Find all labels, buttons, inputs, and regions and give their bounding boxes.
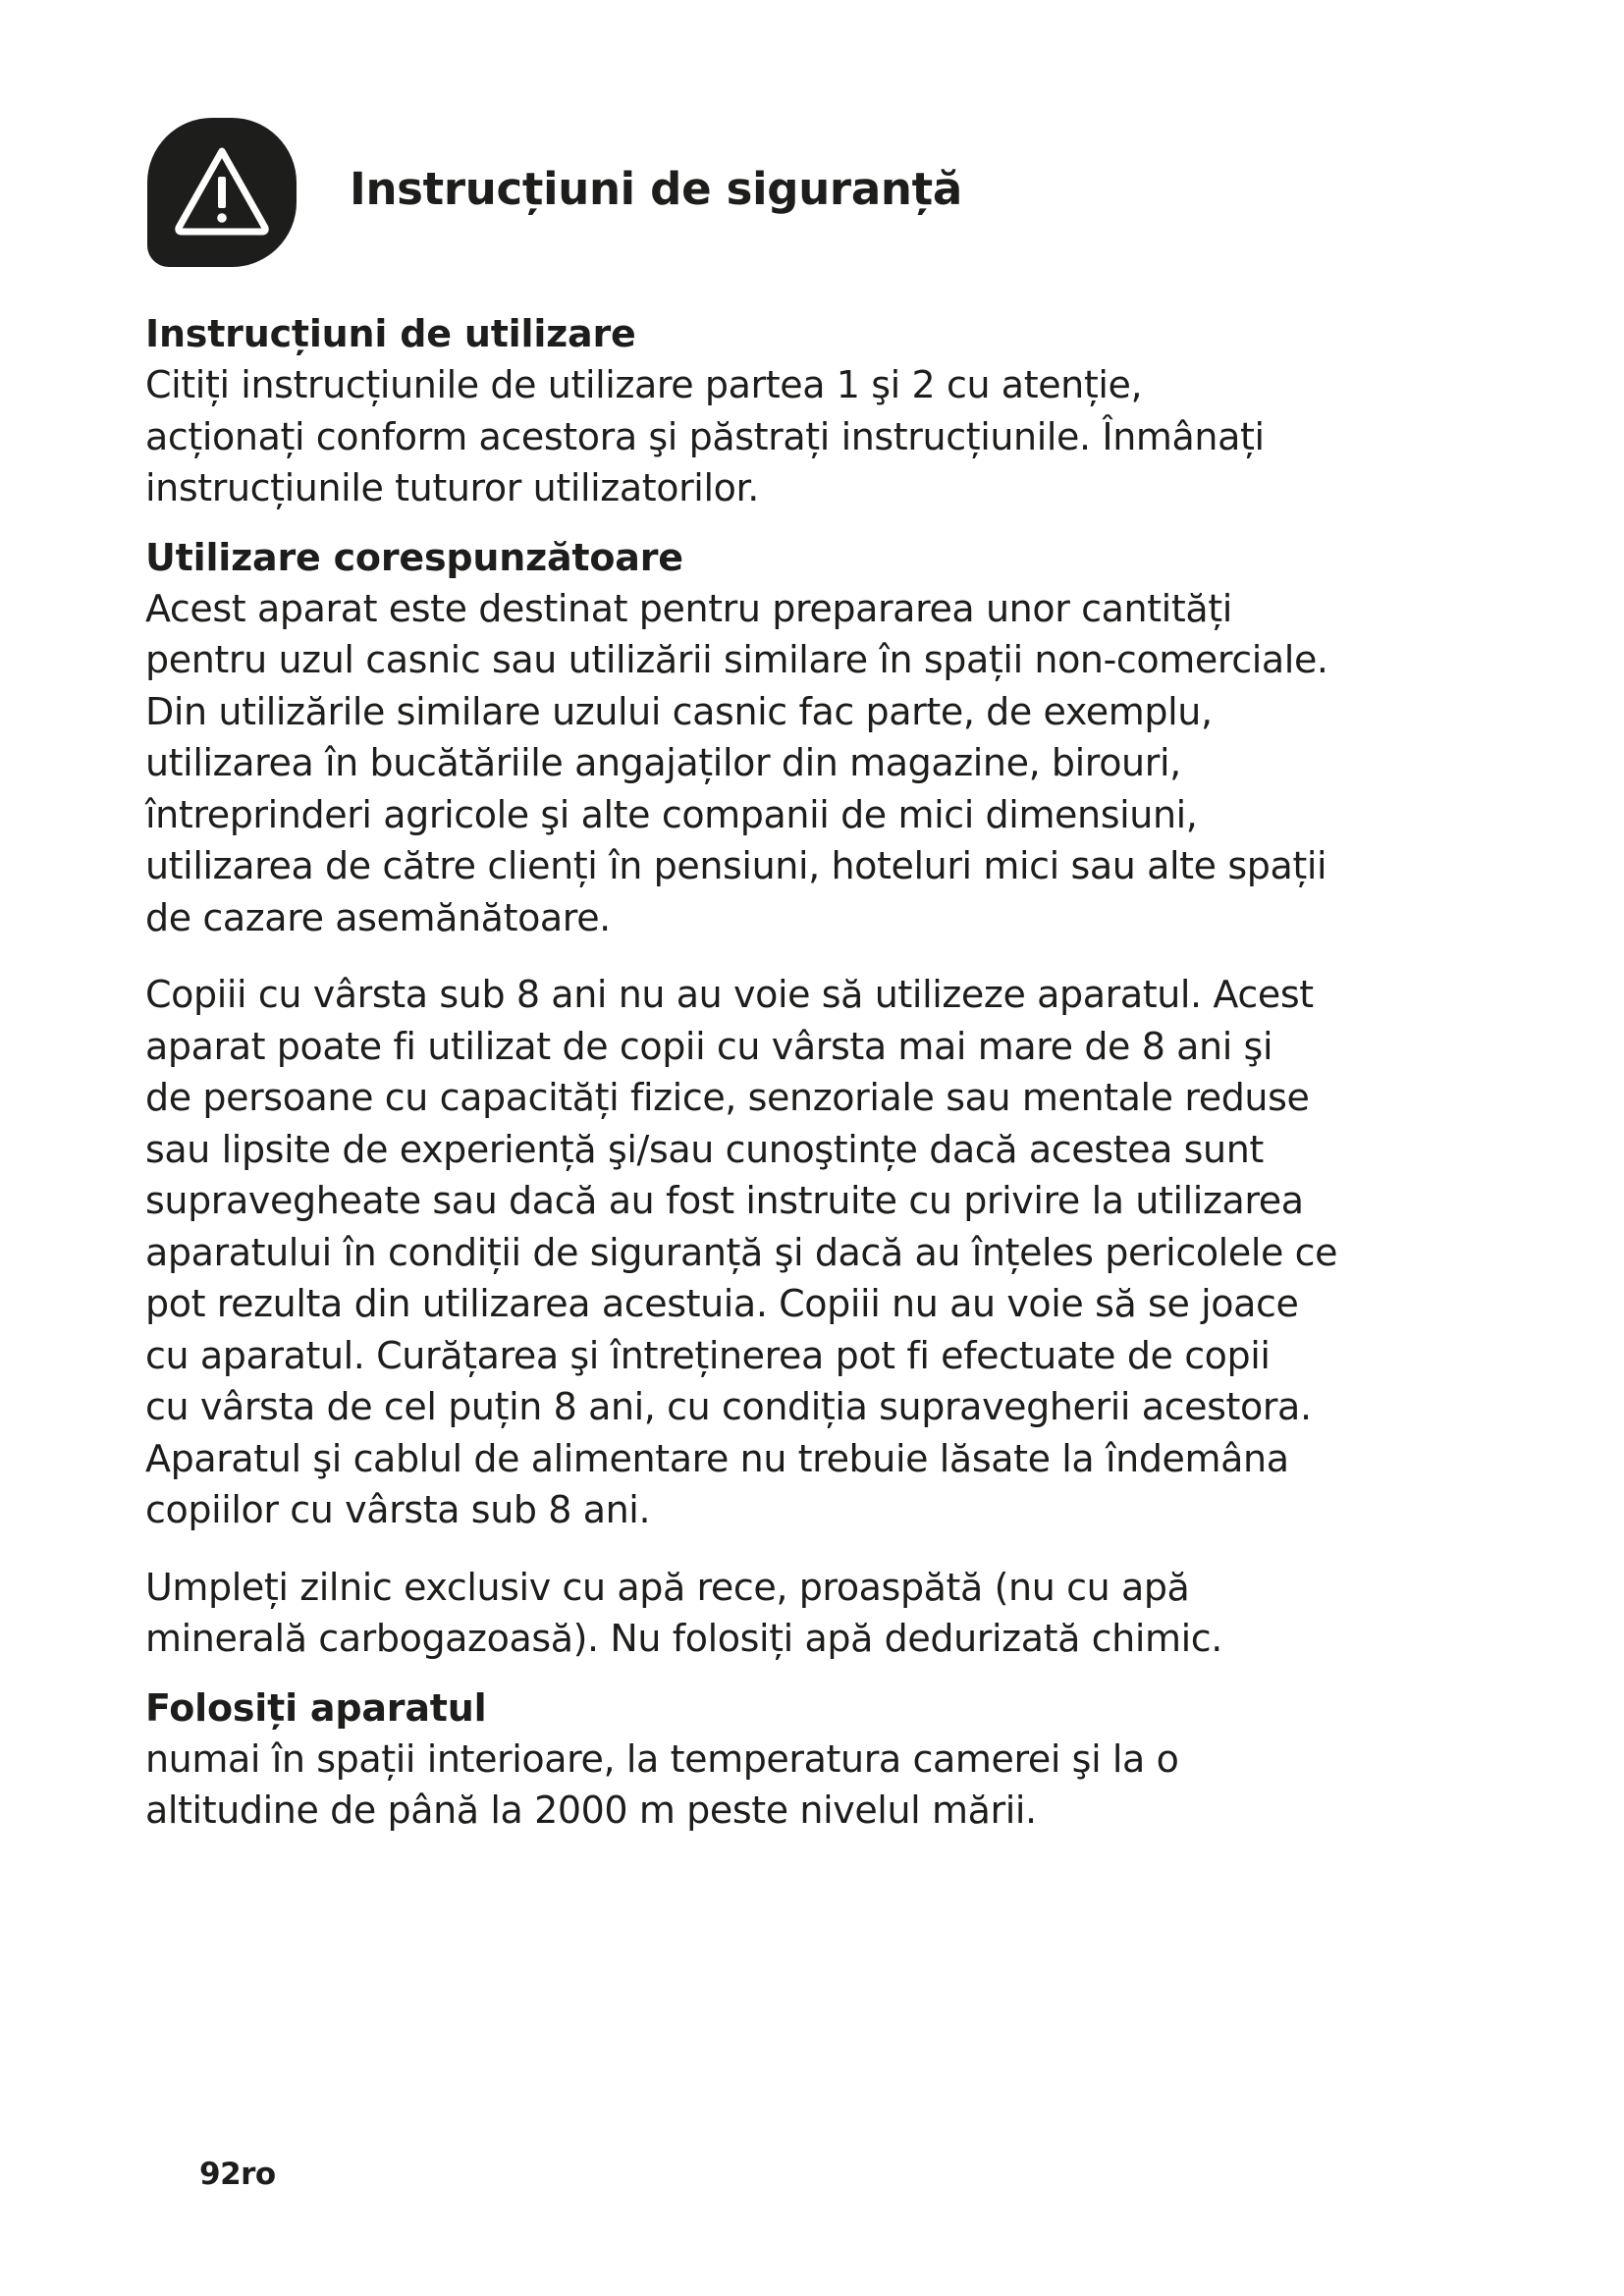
text-line: Copiii cu vârsta sub 8 ani nu au voie să utilizeze aparatul. Acest [145,973,1314,1016]
text-line: instrucțiunile tuturor utilizatorilor. [145,466,759,509]
text-line: altitudine de până la 2000 m peste nivelul mării. [145,1789,1037,1832]
text-line: Citiți instrucțiunile de utilizare partea 1 şi 2 cu atenție, [145,363,1143,406]
paragraph-use-device [145,1734,1520,1837]
text-line: Din utilizările similare uzului casnic fac parte, de exemplu, [145,689,1213,733]
section-heading-intended-use: Utilizare corespunzătoare [145,535,683,579]
text-line: copiilor cu vârsta sub 8 ani. [145,1488,651,1531]
text-line: supravegheate sau dacă au fost instruite cu privire la utilizarea [145,1179,1304,1222]
text-line: sau lipsite de experiență şi/sau cunoştințe dacă acestea sunt [145,1127,1264,1171]
text-line: cu aparatul. Curățarea şi întreținerea pot fi efectuate de copii [145,1333,1271,1377]
text-line: Aparatul şi cablul de alimentare nu trebuie lăsate la îndemâna [145,1436,1289,1480]
text-line: aparatului în condiții de siguranță şi dacă au înțeles pericolele ce [145,1230,1338,1274]
text-line: utilizarea în bucătăriile angajaților din magazine, birouri, [145,741,1181,784]
text-line: Acest aparat este destinat pentru prepararea unor cantități [145,586,1232,630]
text-line: cu vârsta de cel puțin 8 ani, cu condiția supravegherii acestora. [145,1385,1312,1428]
page-number: 92ro [199,2157,276,2192]
section-heading-instructions: Instrucțiuni de utilizare [145,312,636,355]
text-line: de cazare asemănătoare. [145,895,611,939]
text-line: utilizarea de către clienți în pensiuni, hoteluri mici sau alte spații [145,844,1327,887]
page-title: Instrucțiuni de siguranță [350,163,962,215]
paragraph-instructions [145,359,1520,514]
text-line: aparat poate fi utilizat de copii cu vârsta mai mare de 8 ani şi [145,1024,1273,1068]
text-line: minerală carbogazoasă). Nu folosiți apă dedurizată chimic. [145,1617,1222,1660]
paragraph-children [145,969,1520,1536]
document-body [145,308,1520,1837]
section-heading-use-device: Folosiți aparatul [145,1685,487,1730]
paragraph-intended-use [145,583,1520,944]
text-line: Umpleți zilnic exclusiv cu apă rece, proaspătă (nu cu apă [145,1565,1190,1609]
page-header [147,118,1424,270]
text-line: pentru uzul casnic sau utilizării similare în spații non-comerciale. [145,638,1328,681]
warning-triangle-icon [169,139,275,245]
text-line: acționați conform acestora şi păstrați instrucțiunile. Înmânați [145,414,1265,458]
text-line: de persoane cu capacități fizice, senzoriale sau mentale reduse [145,1076,1310,1119]
warning-badge [147,118,297,267]
paragraph-water [145,1562,1520,1665]
text-line: întreprinderi agricole şi alte companii de mici dimensiuni, [145,792,1198,836]
text-line: numai în spații interioare, la temperatura camerei şi la o [145,1736,1179,1781]
text-line: pot rezulta din utilizarea acestuia. Copiii nu au voie să se joace [145,1282,1299,1325]
